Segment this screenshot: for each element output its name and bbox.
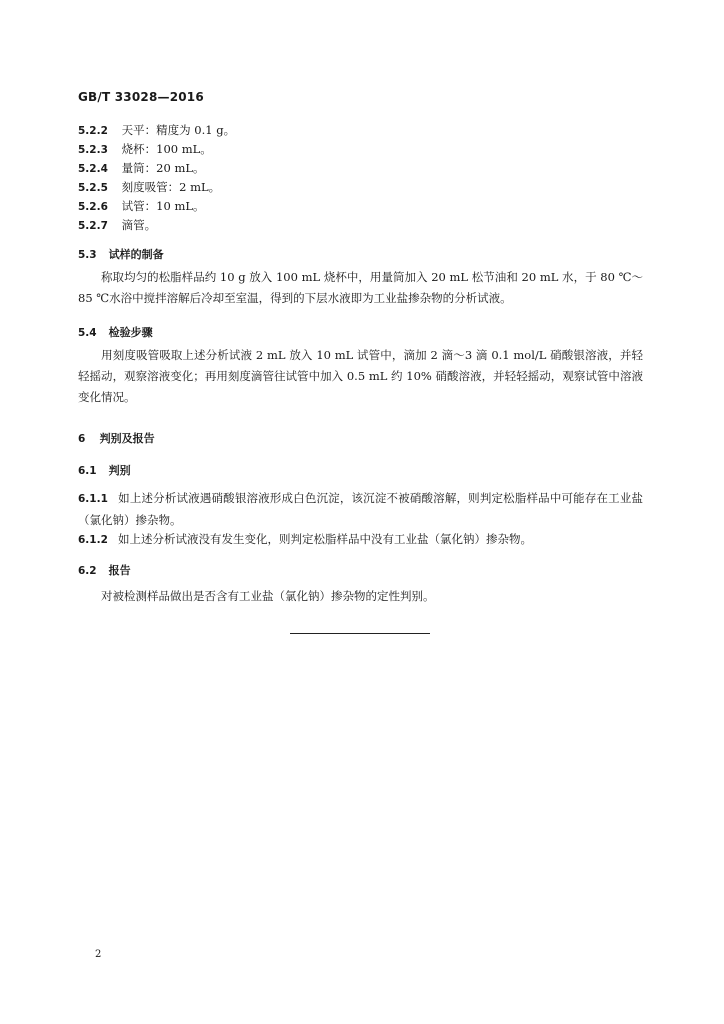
- apparatus-item: [78, 142, 212, 157]
- item-text: 试管：10 mL。: [121, 199, 205, 213]
- item-text: 天平：精度为 0.1 g。: [121, 123, 236, 137]
- item-text: 如上述分析试液没有发生变化，则判定松脂样品中没有工业盐（氯化钠）掺杂物。: [118, 532, 532, 546]
- judgement-item-6-1-2: [78, 529, 643, 551]
- section-number: 5.4: [78, 327, 97, 339]
- section-heading-5-3: [78, 247, 164, 262]
- section-title: 检验步骤: [108, 326, 153, 339]
- item-text: 量筒：20 mL。: [121, 161, 205, 175]
- apparatus-item: [78, 161, 205, 176]
- apparatus-item: [78, 180, 220, 195]
- item-text: 滴管。: [121, 218, 157, 232]
- item-number: 6.1.2: [78, 534, 108, 546]
- item-number: 5.2.5: [78, 182, 108, 194]
- item-text: 刻度吸管：2 mL。: [121, 180, 221, 194]
- section-heading-6-2: [78, 563, 131, 578]
- section-title: 判别及报告: [99, 432, 155, 445]
- item-number: 5.2.2: [78, 125, 108, 137]
- item-number: 6.1.1: [78, 493, 108, 505]
- section-5-3-paragraph: [78, 267, 643, 309]
- section-number: 6: [78, 433, 86, 445]
- section-heading-6: [78, 431, 155, 446]
- section-6-2-paragraph: [78, 586, 643, 607]
- section-title: 判别: [108, 464, 131, 477]
- item-number: 5.2.6: [78, 201, 108, 213]
- paragraph-text: 用刻度吸管吸取上述分析试液 2 mL 放入 10 mL 试管中，滴加 2 滴～3 滴 0.1 mol/L 硝酸银溶液，并轻轻摇动，观察溶液变化；再用刻度滴管往试管中加入 0.5 mL 约 10% 硝酸溶液，并轻轻摇动，观察试管中溶液变化情况。: [78, 348, 643, 404]
- apparatus-item: [78, 199, 205, 214]
- end-divider-line: [290, 633, 430, 634]
- standard-code-header: GB/T 33028—2016: [78, 90, 204, 104]
- apparatus-item: [78, 123, 235, 138]
- section-number: 6.1: [78, 465, 97, 477]
- apparatus-item: [78, 218, 156, 233]
- item-number: 5.2.3: [78, 144, 108, 156]
- item-number: 5.2.7: [78, 220, 108, 232]
- paragraph-text: 称取均匀的松脂样品约 10 g 放入 100 mL 烧杯中，用量筒加入 20 mL 松节油和 20 mL 水，于 80 ℃～85 ℃水浴中搅拌溶解后冷却至室温，得到的下层水液即为工业盐掺杂物的分析试液。: [78, 270, 643, 305]
- judgement-item-6-1-1: [78, 488, 643, 531]
- item-number: 5.2.4: [78, 163, 108, 175]
- section-heading-6-1: [78, 463, 131, 478]
- section-title: 报告: [108, 564, 131, 577]
- page-number: 2: [95, 949, 102, 960]
- section-5-4-paragraph: [78, 345, 643, 408]
- section-title: 试样的制备: [108, 248, 164, 261]
- section-number: 5.3: [78, 249, 97, 261]
- item-text: 烧杯：100 mL。: [121, 142, 212, 156]
- item-text: 如上述分析试液遇硝酸银溶液形成白色沉淀，该沉淀不被硝酸溶解，则判定松脂样品中可能存在工业盐（氯化钠）掺杂物。: [78, 491, 643, 527]
- section-number: 6.2: [78, 565, 97, 577]
- paragraph-text: 对被检测样品做出是否含有工业盐（氯化钠）掺杂物的定性判别。: [101, 589, 435, 603]
- section-heading-5-4: [78, 325, 153, 340]
